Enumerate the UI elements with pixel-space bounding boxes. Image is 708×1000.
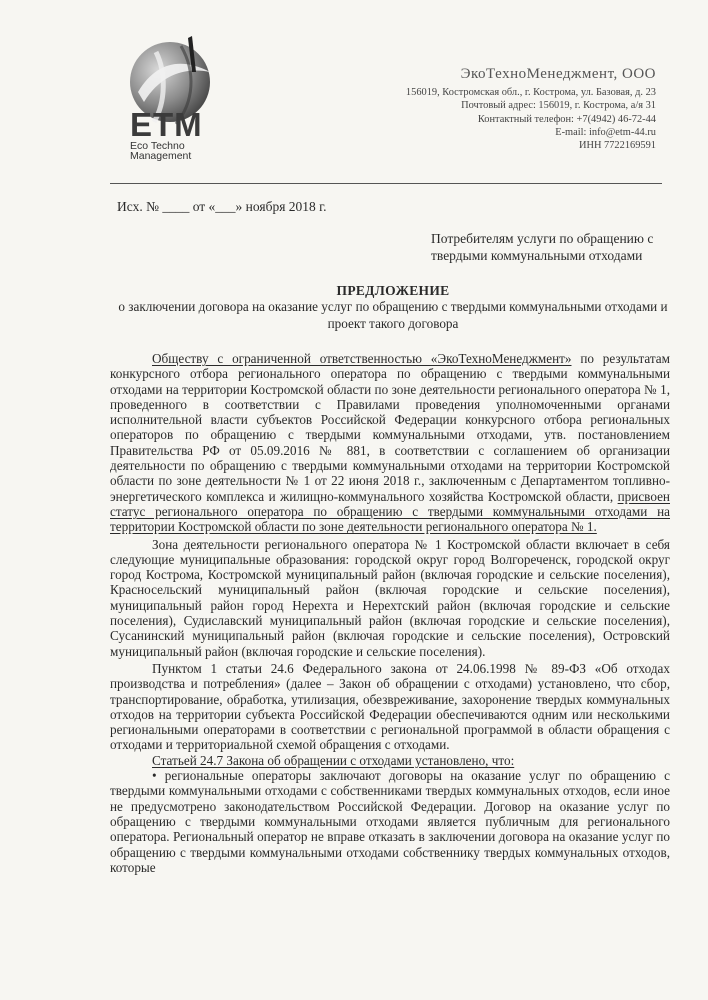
addressee: Потребителям услуги по обращению с твердыми коммунальными отходами bbox=[431, 231, 654, 263]
company-address: 156019, Костромская обл., г. Кострома, ул. Базовая, д. 23 bbox=[405, 87, 656, 98]
status-assignment: присвоен статус регионального оператора по обращению с твердыми коммунальными отходами на территории Костромской области по зоне деятельности регионального оператора № 1. bbox=[110, 488, 670, 535]
paragraph-2: Зона деятельности регионального оператора № 1 Костромской области включает в себя следующие муниципальные образования: городской округ город Волгореченск, городской округ город Кострома, Костромской муниципальный район (включая городские и сельские поселения), Красносельский муниципальный район (включая городские и сельские поселения), муниципальный район город Нерехта и Нерехтский район (включая городские и сельские поселения), Судиславский муниципальный район (включая городские и сельские поселения), Сусанинский муниципальный район (включая городские и сельские поселения), Островский муниципальный район (включая городские и сельские поселения). bbox=[110, 536, 670, 659]
company-postal-address: Почтовый адрес: 156019, г. Кострома, а/я 31 bbox=[461, 100, 656, 112]
logo-abbreviation: ETM bbox=[130, 106, 203, 143]
company-phone: Контактный телефон: +7(4942) 46-72-44 bbox=[477, 113, 656, 125]
paragraph-3: Пунктом 1 статьи 24.6 Федерального закона от 24.06.1998 № 89-ФЗ «Об отходах производства и потребления» (далее – Закон об обращении с отходами) установлено, что сбор, транспортирование, обработка, утилизация, обезвреживание, захоронение твердых коммунальных отходов на территории субъекта Российской Федерации обеспечиваются одним или несколькими региональными операторами в соответствии с региональной программой в области обращения с отходами и территориальной схемой обращения с отходами. bbox=[110, 660, 670, 753]
paragraph-1: Обществу с ограниченной ответственностью «ЭкоТехноМенеджмент» по результатам конкурсного отбора регионального оператора по обращению с твердыми коммунальными отходами на территории Костромской области по зоне деятельности регионального оператора № 1, проведенного в соответствии с Правилами проведения уполномоченными органами исполнительной власти субъектов Российской Федерации конкурсного отбора региональных операторов по обращению с твердыми коммунальными отходами, утв. постановлением Правительства РФ от 05.09.2016 № 881, в соответствии с соглашением об организации деятельности по обращению с твердыми коммунальными отходами на территории Костромской области по зоне деятельности № 1 от 22 июня 2018 г., заключенным с Департаментом топливно-энергетического комплекса и жилищно-коммунального хозяйства Костромской области, присвоен статус регионального оператора по обращению с твердыми коммунальными отходами на территории Костромской области по зоне деятельности регионального оператора № 1. bbox=[110, 351, 671, 535]
paragraph-4: Статьей 24.7 Закона об обращении с отходами установлено, что: bbox=[152, 752, 515, 768]
document-body bbox=[110, 351, 670, 875]
document-title: ПРЕДЛОЖЕНИЕ bbox=[336, 283, 450, 298]
company-header bbox=[326, 66, 656, 152]
header-divider bbox=[110, 183, 662, 184]
company-email: E-mail: info@etm-44.ru bbox=[555, 126, 656, 138]
outgoing-reference: Исх. № ____ от «___» ноября 2018 г. bbox=[117, 199, 327, 214]
bullet-paragraph: • региональные операторы заключают договоры на оказание услуг по обращению с твердыми коммунальными отходами с собственниками твердых коммунальных отходов, если иное не предусмотрено законодательством Российской Федерации. Договор на оказание услуг по обращению с твердыми коммунальными отходами является публичным для регионального оператора. Региональный оператор не вправе отказать в заключении договора на оказание услуг по обращению с твердыми коммунальными отходами собственнику твердых коммунальных отходов, которые bbox=[110, 768, 670, 875]
logo-subtitle: Eco Techno Management bbox=[130, 140, 192, 162]
document-subtitle: о заключении договора на оказание услуг по обращению с твердыми коммунальными отходами и проект такого договора bbox=[118, 299, 668, 331]
company-full-name: Обществу с ограниченной ответственностью «ЭкоТехноМенеджмент» bbox=[152, 351, 572, 366]
company-inn: ИНН 7722169591 bbox=[578, 140, 656, 152]
company-name: ЭкоТехноМенеджмент, ООО bbox=[460, 66, 656, 82]
